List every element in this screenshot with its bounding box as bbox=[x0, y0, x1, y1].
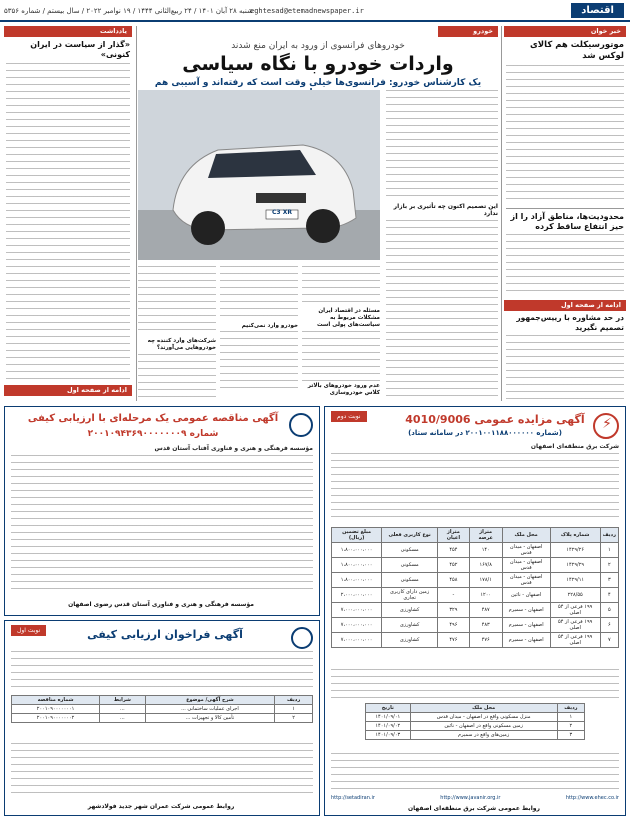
auction-ad bbox=[324, 406, 626, 816]
table-cell: ۱۷۸/۱ bbox=[469, 573, 502, 588]
table-cell: ۳۲۹ bbox=[438, 603, 470, 618]
table-cell: زمین دارای کاربری تجاری bbox=[382, 588, 438, 603]
table-cell: ۲ bbox=[600, 558, 618, 573]
column-tag: ادامه از صفحه اول bbox=[504, 300, 626, 311]
column-header: نوع کاربری فعلی bbox=[382, 528, 438, 543]
table-cell: اصفهان - میدان قدس bbox=[502, 558, 550, 573]
ad-body bbox=[11, 743, 313, 799]
text-column bbox=[302, 266, 380, 401]
inline-head: عدم ورود خودروهای بالاتر کلاس خودروسازی bbox=[307, 383, 380, 396]
table-row bbox=[12, 714, 313, 723]
ad-ref: (شماره ۲۰۰۱۰۰۱۱۸۸۰۰۰۰۰۰ در سامانه ستاد) bbox=[408, 429, 562, 437]
ad-title[interactable]: آگهی مناقصه عمومی یک مرحله‌ای با ارزیابی کیفی bbox=[27, 413, 279, 424]
page-header bbox=[0, 0, 630, 22]
story-kicker: خودروهای فرانسوی از ورود به ایران منع شدند bbox=[231, 41, 405, 51]
table-cell: مسکونی bbox=[382, 573, 438, 588]
table-cell: اجرای عملیات ساختمانی ... bbox=[145, 705, 275, 714]
column-header: شماره مناقصه bbox=[12, 696, 100, 705]
ad-org: مؤسسه فرهنگی و هنری و فناوری آفتاب آستان قدس bbox=[154, 445, 313, 452]
email-address[interactable]: eghtesad@etemadnewspaper.ir bbox=[250, 7, 364, 15]
ad-org: شرکت برق منطقه‌ای اصفهان bbox=[530, 443, 619, 450]
story-body bbox=[386, 90, 498, 200]
inline-head: این تصمیم اکنون چه تأثیری بر بازار ندارد bbox=[393, 203, 498, 217]
table-cell: ۱۴۲۹/۲۹ bbox=[550, 558, 600, 573]
story-title[interactable]: «گذار از سیاست در ایران کنونی» bbox=[30, 40, 130, 59]
column-header: شماره پلاک bbox=[550, 528, 600, 543]
column-divider bbox=[136, 26, 137, 401]
table-cell: ۳ bbox=[557, 731, 584, 740]
ad-footer: مؤسسه فرهنگی و هنری و فناوری آستان قدس رضوی اصفهان bbox=[68, 601, 254, 608]
call-table bbox=[11, 695, 313, 723]
table-cell: ۷،۰۰۰،۰۰۰،۰۰۰ bbox=[332, 633, 382, 648]
table-cell: ۶ bbox=[600, 618, 618, 633]
table-cell: ۵ bbox=[600, 603, 618, 618]
column-header: شرایط bbox=[100, 696, 145, 705]
story-title[interactable]: در حد مشاوره با رییس‌جمهور تصمیم نگیرید bbox=[516, 313, 624, 332]
text-column bbox=[220, 266, 298, 401]
table-cell: ۱۹۹ فرعی از ۵۴ اصلی bbox=[550, 618, 600, 633]
story-body bbox=[506, 335, 624, 405]
table-cell: ... bbox=[100, 714, 145, 723]
car-window bbox=[208, 150, 316, 178]
story-body bbox=[220, 331, 298, 393]
table-cell: ۱۶۷/۸ bbox=[469, 558, 502, 573]
ad-footer-org: روابط عمومی شرکت برق منطقه‌ای اصفهان bbox=[408, 805, 540, 812]
table-cell: اصفهان - سمیرم bbox=[502, 603, 550, 618]
table-cell: اصفهان - سمیرم bbox=[502, 618, 550, 633]
table-row bbox=[332, 633, 619, 648]
table-cell: ۷ bbox=[600, 633, 618, 648]
story-title[interactable]: محدودیت‌ها، مناطق آزاد را از حیز انتفاع ساقط کرده bbox=[510, 212, 624, 231]
table-cell: ۲ bbox=[275, 714, 313, 723]
ad-badge: نوبت دوم bbox=[331, 411, 367, 422]
table-row bbox=[332, 573, 619, 588]
call-ad bbox=[4, 620, 320, 816]
ad-footer-links bbox=[331, 795, 619, 805]
table-cell: ۴۸۷ bbox=[469, 603, 502, 618]
table-cell: کشاورزی bbox=[382, 603, 438, 618]
table-cell: ۴ bbox=[600, 588, 618, 603]
right-column bbox=[504, 26, 626, 401]
url-link[interactable]: http://www.ehec.co.ir bbox=[565, 795, 619, 801]
story-body bbox=[506, 234, 624, 296]
inline-head: مسئله در اقتصاد ایران مشکلات مربوط به سیاست‌های پولی است bbox=[316, 308, 380, 328]
table-cell: ۲۰۰۱۰۹۰۰۰۰۰۰۰۲ bbox=[12, 714, 100, 723]
inline-head: خودرو وارد نمی‌کنیم bbox=[241, 323, 298, 329]
table-cell: ۲ bbox=[557, 722, 584, 731]
table-cell: - bbox=[438, 588, 470, 603]
dateline: شنبه ۲۸ آبان ۱۴۰۱ / ۲۴ ربیع‌الثانی ۱۴۴۴ / ۱۹ نوامبر ۲۰۲۲ / سال بیستم / شماره ۵۳۵۶ bbox=[4, 7, 253, 15]
story-body bbox=[302, 331, 380, 381]
ad-title[interactable]: آگهی فراخوان ارزیابی کیفی bbox=[87, 628, 243, 641]
table-cell: تأمین کالا و تجهیزات ... bbox=[145, 714, 275, 723]
table-cell: مسکونی bbox=[382, 558, 438, 573]
column-header: شرح آگهی/ موضوع bbox=[145, 696, 275, 705]
table-cell: ۱۴۰ bbox=[469, 543, 502, 558]
ad-body bbox=[331, 453, 619, 523]
ad-badge: نوبت اول bbox=[11, 625, 46, 636]
text-column bbox=[138, 266, 216, 401]
column-divider bbox=[501, 26, 502, 401]
table-cell: ۱،۸۰۰،۰۰۰،۰۰۰ bbox=[332, 543, 382, 558]
table-cell: ۴۵۴ bbox=[438, 543, 470, 558]
text-column bbox=[386, 90, 498, 400]
table-cell: کشاورزی bbox=[382, 633, 438, 648]
table-cell: ۱۴۲۹/۱۱ bbox=[550, 573, 600, 588]
story-body bbox=[138, 266, 216, 336]
column-tag: خبر خوان bbox=[504, 26, 626, 37]
story-subhead: یک کارشناس خودرو: فرانسوی‌ها خیلی وقت است که رفته‌اند و آسیبی هم bbox=[154, 78, 482, 88]
table-cell: ۱۹۹ فرعی از ۵۴ اصلی bbox=[550, 603, 600, 618]
table-cell: ۱ bbox=[600, 543, 618, 558]
org-logo bbox=[289, 413, 313, 437]
table-row bbox=[332, 558, 619, 573]
column-tag: ادامه از صفحه اول bbox=[4, 385, 132, 396]
table-cell: ۴۵۲ bbox=[438, 558, 470, 573]
table-cell: ۱ bbox=[557, 713, 584, 722]
plate-text: C3 XR bbox=[272, 209, 292, 216]
table-cell: ۱۴۰۱/۰۹/۰۲ bbox=[366, 722, 411, 731]
table-cell: ۴۹۶ bbox=[438, 618, 470, 633]
story-body bbox=[302, 266, 380, 306]
car-image bbox=[138, 90, 380, 260]
story-tag: خودرو bbox=[438, 26, 498, 37]
story-body bbox=[386, 220, 498, 400]
column-header: ردیف bbox=[275, 696, 313, 705]
car-photo bbox=[138, 90, 380, 260]
table-cell: ... bbox=[100, 705, 145, 714]
table-cell: ۲۰۰۱۰۹۰۰۰۰۰۰۰۱ bbox=[12, 705, 100, 714]
ad-footer: روابط عمومی شرکت عمران شهر جدید فولادشهر bbox=[87, 803, 235, 810]
divider bbox=[506, 208, 624, 209]
column-header: محل ملک bbox=[410, 704, 557, 713]
table-cell: ۱۴۰۱/۰۹/۰۳ bbox=[366, 731, 411, 740]
table-row bbox=[332, 543, 619, 558]
left-column bbox=[4, 26, 132, 401]
ad-title[interactable]: آگهی مزایده عمومی 4010/9006 bbox=[405, 413, 585, 426]
table-cell: اصفهان - سمیرم bbox=[502, 633, 550, 648]
table-cell: ۷،۰۰۰،۰۰۰،۰۰۰ bbox=[332, 603, 382, 618]
inline-head: شرکت‌های وارد کننده چه خودروهایی می‌آورند؟ bbox=[147, 338, 216, 351]
story-title[interactable]: موتورسیکلت هم کالای لوکس شد bbox=[530, 40, 624, 61]
ad-body bbox=[11, 455, 313, 595]
table-cell: ۱،۸۰۰،۰۰۰،۰۰۰ bbox=[332, 558, 382, 573]
table-cell: ۴۸۳ bbox=[469, 618, 502, 633]
column-header: محل ملک bbox=[502, 528, 550, 543]
table-cell: ۱۹۹ فرعی از ۵۴ اصلی bbox=[550, 633, 600, 648]
story-body bbox=[6, 63, 130, 381]
story-body bbox=[506, 65, 624, 205]
table-cell: ۲،۰۰۰،۰۰۰،۰۰۰ bbox=[332, 588, 382, 603]
story-body bbox=[220, 266, 298, 321]
table-cell: ۷،۰۰۰،۰۰۰،۰۰۰ bbox=[332, 618, 382, 633]
table-cell: ۱۴۰۱/۰۹/۰۱ bbox=[366, 713, 411, 722]
table-cell: اصفهان - میدان قدس bbox=[502, 573, 550, 588]
main-story bbox=[138, 26, 498, 401]
table-cell: ۲۲۸/۵۵ bbox=[550, 588, 600, 603]
section-label: اقتصاد bbox=[571, 3, 624, 18]
table-cell: ۱۴۲۹/۲۶ bbox=[550, 543, 600, 558]
table-row bbox=[12, 705, 313, 714]
table-row bbox=[366, 722, 585, 731]
table-cell: مسکونی bbox=[382, 543, 438, 558]
column-header: ردیف bbox=[557, 704, 584, 713]
table-cell: ۱ bbox=[275, 705, 313, 714]
column-header: متراژ عرصه bbox=[469, 528, 502, 543]
table-cell: منزل مسکونی واقع در اصفهان - میدان قدس bbox=[410, 713, 557, 722]
table-row bbox=[332, 603, 619, 618]
table-cell: ۳ bbox=[600, 573, 618, 588]
table-cell: ۴۵۸ bbox=[438, 573, 470, 588]
table-cell: کشاورزی bbox=[382, 618, 438, 633]
story-body bbox=[138, 354, 216, 402]
auction-table bbox=[331, 527, 619, 648]
car-wheel bbox=[191, 211, 225, 245]
table-cell: ۴۷۶ bbox=[469, 633, 502, 648]
ad-ref: شماره ۲۰۰۱۰۹۴۳۶۹۰۰۰۰۰۰۰۹ bbox=[87, 429, 219, 439]
table-cell: اصفهان - نائین bbox=[502, 588, 550, 603]
url-link[interactable]: http://www.javanir.org.ir bbox=[440, 795, 501, 801]
table-cell: زمین‌های واقع در سمیرم bbox=[410, 731, 557, 740]
lightning-icon: ⚡ bbox=[602, 416, 612, 432]
column-header: مبلغ تضمین (ریال) bbox=[332, 528, 382, 543]
column-tag: یادداشت bbox=[4, 26, 132, 37]
table-cell: ۴۷۶ bbox=[438, 633, 470, 648]
table-cell: ۱،۸۰۰،۰۰۰،۰۰۰ bbox=[332, 573, 382, 588]
table-row bbox=[332, 618, 619, 633]
ad-body bbox=[11, 651, 313, 691]
table-cell: ۱۲۰۰ bbox=[469, 588, 502, 603]
table-cell: اصفهان - میدان قدس bbox=[502, 543, 550, 558]
column-header: تاریخ bbox=[366, 704, 411, 713]
table-row bbox=[332, 588, 619, 603]
table-row bbox=[366, 713, 585, 722]
auction-schedule-table bbox=[365, 703, 585, 740]
column-header: متراژ اعیان bbox=[438, 528, 470, 543]
table-row bbox=[366, 731, 585, 740]
ad-body bbox=[331, 753, 619, 791]
url-link[interactable]: http://setadiran.ir bbox=[331, 795, 375, 801]
table-cell: زمین مسکونی واقع در اصفهان - نائین bbox=[410, 722, 557, 731]
story-headline[interactable]: واردات خودرو با نگاه سیاسی bbox=[182, 53, 454, 75]
ad-body bbox=[331, 669, 619, 699]
column-header: ردیف bbox=[600, 528, 618, 543]
tender-ad bbox=[4, 406, 320, 616]
org-logo bbox=[291, 627, 313, 649]
car-wheel bbox=[306, 209, 340, 243]
car-grille bbox=[256, 193, 306, 203]
